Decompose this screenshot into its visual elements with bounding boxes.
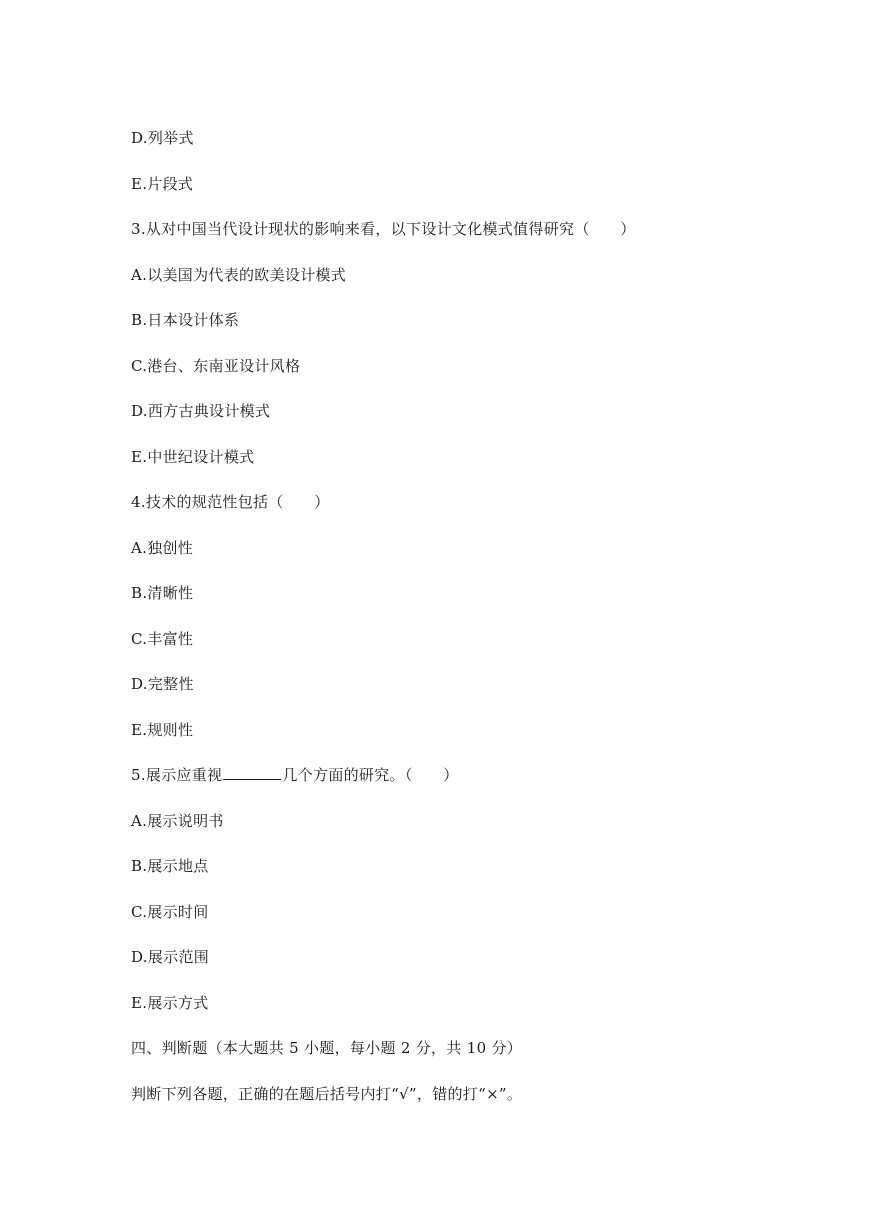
q5-option-b: B.展示地点 bbox=[131, 857, 209, 875]
q3-option-d: D.西方古典设计模式 bbox=[131, 402, 271, 420]
q3-option-e: E.中世纪设计模式 bbox=[131, 448, 255, 466]
q5-stem-before: 5.展示应重视 bbox=[131, 766, 223, 784]
q3-stem: 3.从对中国当代设计现状的影响来看，以下设计文化模式值得研究（ ） bbox=[131, 220, 636, 238]
q5-option-c: C.展示时间 bbox=[131, 903, 209, 921]
q5-option-d: D.展示范围 bbox=[131, 948, 210, 966]
q4-stem: 4.技术的规范性包括（ ） bbox=[131, 493, 330, 511]
q3-option-b: B.日本设计体系 bbox=[131, 311, 240, 329]
q2-option-e: E.片段式 bbox=[131, 175, 194, 193]
q4-option-a: A.独创性 bbox=[131, 539, 194, 557]
q4-option-c: C.丰富性 bbox=[131, 630, 194, 648]
q4-option-e: E.规则性 bbox=[131, 721, 194, 739]
q2-option-d: D.列举式 bbox=[131, 129, 194, 147]
q4-option-d: D.完整性 bbox=[131, 675, 194, 693]
q4-option-b: B.清晰性 bbox=[131, 584, 194, 602]
q3-option-a: A.以美国为代表的欧美设计模式 bbox=[131, 266, 347, 284]
q5-option-a: A.展示说明书 bbox=[131, 812, 224, 830]
q5-stem-after: 几个方面的研究。（ ） bbox=[282, 766, 459, 784]
section-instruction: 判断下列各题，正确的在题后括号内打“√”，错的打“×”。 bbox=[131, 1085, 523, 1103]
fill-in-blank bbox=[223, 765, 281, 780]
q3-option-c: C.港台、东南亚设计风格 bbox=[131, 357, 301, 375]
q5-stem bbox=[131, 765, 459, 785]
section-heading: 四、判断题（本大题共 5 小题，每小题 2 分，共 10 分） bbox=[131, 1039, 523, 1057]
q5-option-e: E.展示方式 bbox=[131, 994, 209, 1012]
